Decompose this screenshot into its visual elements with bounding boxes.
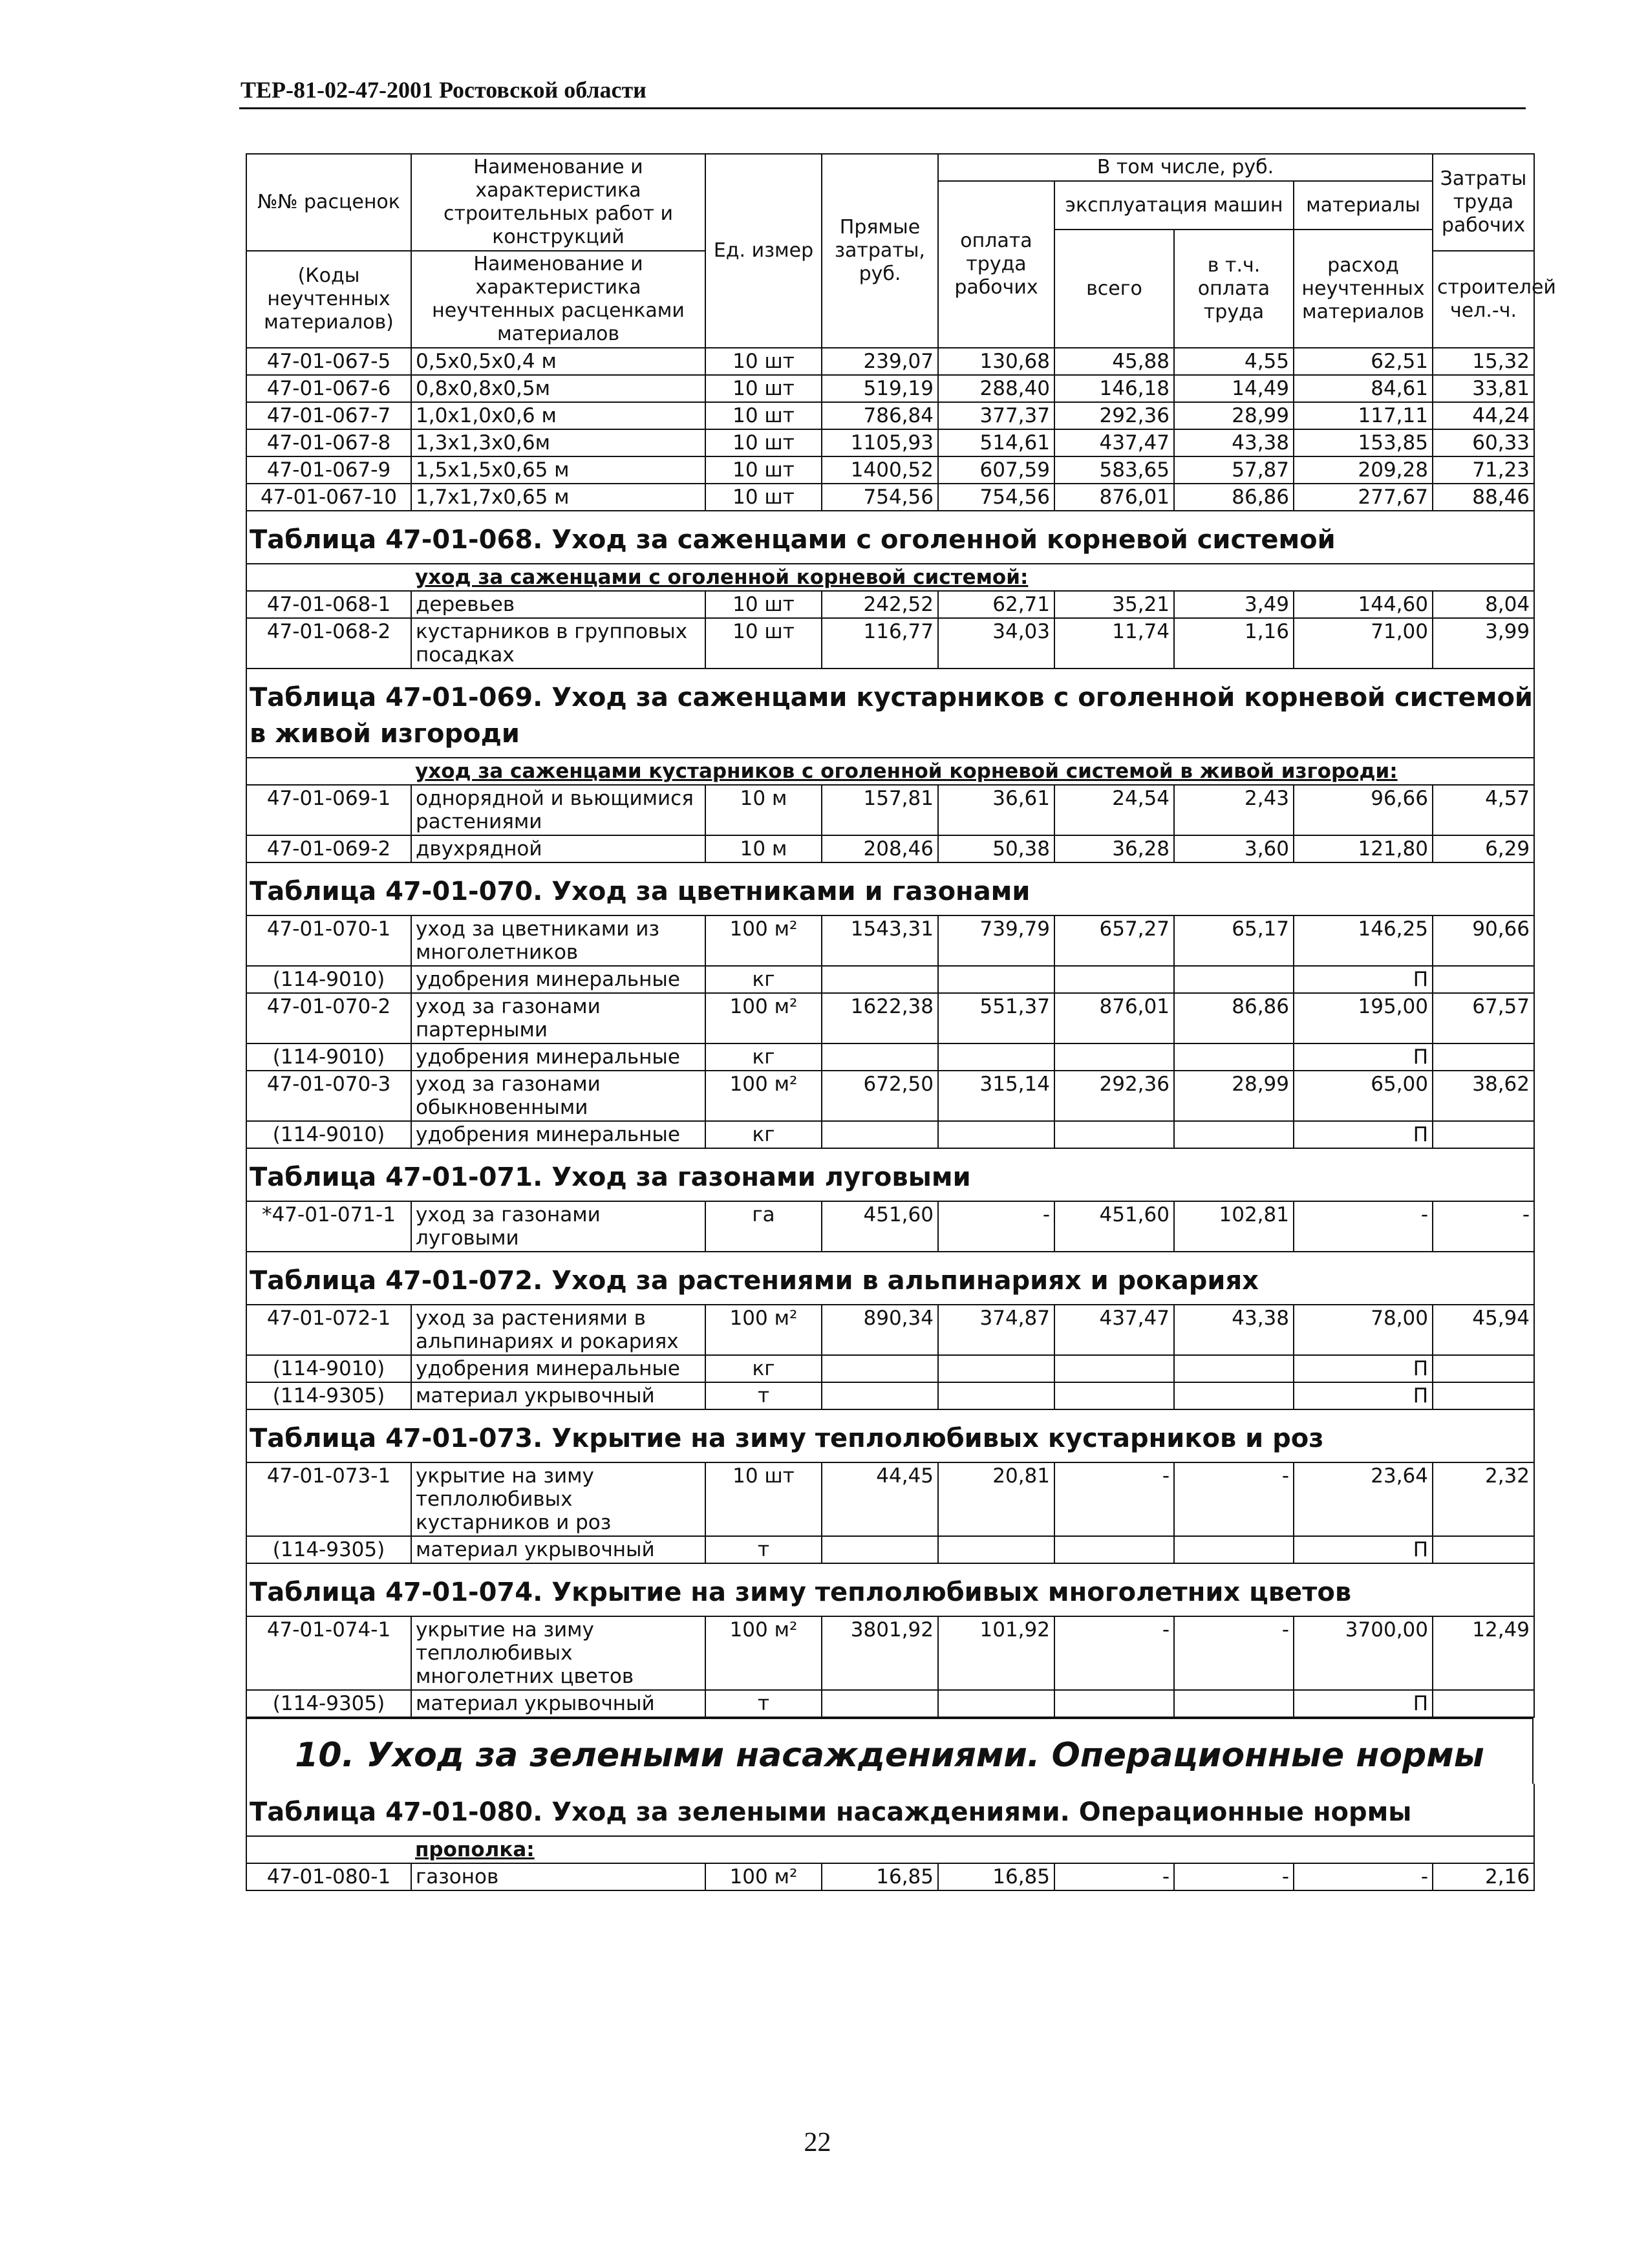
- cell-mat: 23,64: [1294, 1462, 1433, 1536]
- cell-name: удобрения минеральные: [411, 966, 705, 993]
- cell-mach-wage: -: [1174, 1462, 1294, 1536]
- cell-wage: [938, 1043, 1054, 1071]
- table-074: [246, 1616, 1535, 1718]
- cell-name: уход за газонами партерными: [411, 993, 705, 1043]
- cell-mach-wage: [1174, 1121, 1294, 1148]
- cell-mach-wage: [1174, 1043, 1294, 1071]
- cell-direct: 208,46: [822, 835, 938, 862]
- cell-name: уход за растениями в альпинариях и рокариях: [411, 1305, 705, 1355]
- col-wage: оплата труда рабочих: [938, 181, 1054, 348]
- cell-mach-wage: 28,99: [1174, 402, 1294, 429]
- cell-mach: 437,47: [1054, 429, 1174, 456]
- cell-name: 1,7х1,7х0,65 м: [411, 484, 705, 511]
- cell-labor: [1433, 966, 1534, 993]
- cell-mat: П: [1294, 1121, 1433, 1148]
- page-number: 22: [804, 2128, 831, 2157]
- cell-mach: -: [1054, 1863, 1174, 1890]
- cell-mach-wage: 86,86: [1174, 484, 1294, 511]
- cell-mach-wage: 2,43: [1174, 785, 1294, 835]
- cell-unit: га: [705, 1201, 822, 1252]
- cell-code: 47-01-067-8: [246, 429, 411, 456]
- cell-code: 47-01-070-3: [246, 1071, 411, 1121]
- cell-direct: 451,60: [822, 1201, 938, 1252]
- cell-direct: [822, 1382, 938, 1409]
- cell-labor: 45,94: [1433, 1305, 1534, 1355]
- cell-labor: 88,46: [1433, 484, 1534, 511]
- cell-name: укрытие на зиму теплолюбивых многолетних цветов: [411, 1616, 705, 1690]
- table-068: [246, 563, 1535, 669]
- col-incl: В том числе, руб.: [938, 154, 1433, 181]
- table-072: [246, 1304, 1535, 1410]
- cell-unit: 10 м: [705, 835, 822, 862]
- cell-wage: 130,68: [938, 348, 1054, 375]
- col-mach-total: всего: [1054, 230, 1174, 348]
- table-row: [246, 402, 1534, 429]
- cell-direct: 1622,38: [822, 993, 938, 1043]
- cell-mach: -: [1054, 1462, 1174, 1536]
- cell-wage: 607,59: [938, 456, 1054, 484]
- cell-labor: [1433, 1043, 1534, 1071]
- cell-mat: 146,25: [1294, 915, 1433, 966]
- cell-mach: [1054, 1382, 1174, 1409]
- table-080: [246, 1835, 1535, 1891]
- cell-labor: 60,33: [1433, 429, 1534, 456]
- cell-labor: 33,81: [1433, 375, 1534, 402]
- cell-mach-wage: [1174, 966, 1294, 993]
- document-title: ТЕР-81-02-47-2001 Ростовской области: [240, 77, 647, 103]
- cell-mat: П: [1294, 966, 1433, 993]
- cell-name: материал укрывочный: [411, 1690, 705, 1717]
- cell-unit: 10 шт: [705, 456, 822, 484]
- cell-wage: 315,14: [938, 1071, 1054, 1121]
- table-row: [246, 1863, 1534, 1890]
- cell-mach: -: [1054, 1616, 1174, 1690]
- table-row: [246, 785, 1534, 835]
- cell-code: *47-01-071-1: [246, 1201, 411, 1252]
- cell-labor: [1433, 1536, 1534, 1563]
- cell-name: 0,8х0,8х0,5м: [411, 375, 705, 402]
- cell-mat: 62,51: [1294, 348, 1433, 375]
- table-row: [246, 1355, 1534, 1382]
- col-unit: Ед. измер: [705, 154, 822, 348]
- cell-labor: 15,32: [1433, 348, 1534, 375]
- cell-name: уход за газонами луговыми: [411, 1201, 705, 1252]
- cell-mat: -: [1294, 1201, 1433, 1252]
- cell-unit: т: [705, 1382, 822, 1409]
- cell-mat: 277,67: [1294, 484, 1433, 511]
- cell-direct: 754,56: [822, 484, 938, 511]
- cell-name: материал укрывочный: [411, 1382, 705, 1409]
- table-row: [246, 1690, 1534, 1717]
- table-row: [246, 1201, 1534, 1252]
- table-row: [246, 915, 1534, 966]
- cell-unit: 10 шт: [705, 429, 822, 456]
- cell-direct: [822, 1043, 938, 1071]
- table-row: [246, 966, 1534, 993]
- cell-name: двухрядной: [411, 835, 705, 862]
- cell-mach-wage: 14,49: [1174, 375, 1294, 402]
- table-row: [246, 1536, 1534, 1563]
- table-070-title: Таблица 47-01-070. Уход за цветниками и газонами: [246, 863, 1535, 915]
- cell-name: удобрения минеральные: [411, 1121, 705, 1148]
- cell-mach: 45,88: [1054, 348, 1174, 375]
- table-row: [246, 1121, 1534, 1148]
- cell-unit: кг: [705, 1043, 822, 1071]
- cell-name: 0,5х0,5х0,4 м: [411, 348, 705, 375]
- cell-mat: 144,60: [1294, 591, 1433, 618]
- cell-direct: 786,84: [822, 402, 938, 429]
- col-materials: материалы: [1294, 181, 1433, 230]
- cell-direct: 1543,31: [822, 915, 938, 966]
- cell-code: 47-01-069-2: [246, 835, 411, 862]
- cell-mach-wage: 4,55: [1174, 348, 1294, 375]
- cell-mach: 583,65: [1054, 456, 1174, 484]
- col-code-top: №№ расценок: [246, 154, 411, 251]
- cell-mach: [1054, 1121, 1174, 1148]
- cell-mat: 84,61: [1294, 375, 1433, 402]
- cell-mach: 292,36: [1054, 402, 1174, 429]
- cell-mach-wage: [1174, 1355, 1294, 1382]
- cell-wage: 101,92: [938, 1616, 1054, 1690]
- cell-code: 47-01-069-1: [246, 785, 411, 835]
- cell-code: (114-9010): [246, 1355, 411, 1382]
- col-mat-unaccounted: расход неучтенных материалов: [1294, 230, 1433, 348]
- cell-mat: 121,80: [1294, 835, 1433, 862]
- cell-unit: 10 шт: [705, 484, 822, 511]
- table-row: [246, 456, 1534, 484]
- cell-mach: [1054, 1355, 1174, 1382]
- cell-wage: [938, 966, 1054, 993]
- table-row: [246, 618, 1534, 669]
- cell-direct: 16,85: [822, 1863, 938, 1890]
- cell-unit: 100 м²: [705, 1616, 822, 1690]
- cell-wage: 50,38: [938, 835, 1054, 862]
- cell-wage: 62,71: [938, 591, 1054, 618]
- cell-direct: 890,34: [822, 1305, 938, 1355]
- cell-wage: 551,37: [938, 993, 1054, 1043]
- cell-code: 47-01-067-10: [246, 484, 411, 511]
- cell-code: (114-9010): [246, 966, 411, 993]
- col-code-bottom: (Коды неучтенных материалов): [246, 251, 411, 348]
- cell-mach: [1054, 1536, 1174, 1563]
- cell-mach: 876,01: [1054, 993, 1174, 1043]
- cell-labor: 90,66: [1433, 915, 1534, 966]
- rates-table-header: [246, 153, 1556, 511]
- cell-direct: 242,52: [822, 591, 938, 618]
- table-069-title: Таблица 47-01-069. Уход за саженцами кустарников с оголенной корневой системой в живой изгороди: [246, 669, 1535, 757]
- cell-labor: [1433, 1690, 1534, 1717]
- cell-labor: 44,24: [1433, 402, 1534, 429]
- cell-mach-wage: 65,17: [1174, 915, 1294, 966]
- cell-direct: [822, 1121, 938, 1148]
- cell-labor: 4,57: [1433, 785, 1534, 835]
- cell-direct: 3801,92: [822, 1616, 938, 1690]
- cell-wage: 20,81: [938, 1462, 1054, 1536]
- table-row: [246, 348, 1534, 375]
- cell-mat: 117,11: [1294, 402, 1433, 429]
- cell-labor: 67,57: [1433, 993, 1534, 1043]
- cell-name: материал укрывочный: [411, 1536, 705, 1563]
- cell-unit: 10 шт: [705, 618, 822, 669]
- table-072-title: Таблица 47-01-072. Уход за растениями в альпинариях и рокариях: [246, 1252, 1535, 1304]
- cell-labor: -: [1433, 1201, 1534, 1252]
- cell-mach: 36,28: [1054, 835, 1174, 862]
- table-069-subheader: уход за саженцами кустарников с оголенной корневой системой в живой изгороди:: [415, 760, 1398, 783]
- cell-mach-wage: 43,38: [1174, 429, 1294, 456]
- cell-mach: 146,18: [1054, 375, 1174, 402]
- table-069: [246, 757, 1535, 863]
- cell-code: 47-01-068-1: [246, 591, 411, 618]
- col-labor-top: Затраты труда рабочих: [1433, 154, 1534, 251]
- col-mach-wage: в т.ч. оплата труда: [1174, 230, 1294, 348]
- cell-labor: 38,62: [1433, 1071, 1534, 1121]
- table-row: [246, 429, 1534, 456]
- table-row: [246, 1382, 1534, 1409]
- cell-direct: [822, 1690, 938, 1717]
- cell-direct: [822, 1536, 938, 1563]
- cell-mat: 3700,00: [1294, 1616, 1433, 1690]
- cell-mach: 876,01: [1054, 484, 1174, 511]
- cell-mach-wage: [1174, 1536, 1294, 1563]
- cell-unit: 100 м²: [705, 993, 822, 1043]
- cell-mat: П: [1294, 1043, 1433, 1071]
- cell-code: 47-01-074-1: [246, 1616, 411, 1690]
- cell-labor: 2,32: [1433, 1462, 1534, 1536]
- table-row: [246, 375, 1534, 402]
- table-080-subheader: прополка:: [415, 1838, 535, 1861]
- cell-code: 47-01-070-1: [246, 915, 411, 966]
- col-machines: эксплуатация машин: [1054, 181, 1294, 230]
- cell-mat: 209,28: [1294, 456, 1433, 484]
- cell-direct: [822, 966, 938, 993]
- table-row: [246, 484, 1534, 511]
- cell-mach: [1054, 966, 1174, 993]
- cell-direct: [822, 1355, 938, 1382]
- cell-wage: -: [938, 1201, 1054, 1252]
- cell-mat: -: [1294, 1863, 1433, 1890]
- cell-mach-wage: 3,60: [1174, 835, 1294, 862]
- cell-code: (114-9305): [246, 1382, 411, 1409]
- cell-mat: 65,00: [1294, 1071, 1433, 1121]
- cell-mach: 11,74: [1054, 618, 1174, 669]
- cell-wage: 514,61: [938, 429, 1054, 456]
- cell-mach: [1054, 1043, 1174, 1071]
- rates-document: [246, 153, 1556, 1891]
- table-074-title: Таблица 47-01-074. Укрытие на зиму теплолюбивых многолетних цветов: [246, 1564, 1535, 1616]
- cell-code: (114-9305): [246, 1690, 411, 1717]
- table-row: [246, 1043, 1534, 1071]
- cell-mach-wage: 1,16: [1174, 618, 1294, 669]
- cell-labor: 12,49: [1433, 1616, 1534, 1690]
- page-header: [239, 76, 1526, 109]
- cell-mach: 451,60: [1054, 1201, 1174, 1252]
- cell-unit: 10 шт: [705, 591, 822, 618]
- table-073-title: Таблица 47-01-073. Укрытие на зиму теплолюбивых кустарников и роз: [246, 1410, 1535, 1462]
- cell-name: газонов: [411, 1863, 705, 1890]
- table-068-title: Таблица 47-01-068. Уход за саженцами с оголенной корневой системой: [246, 511, 1535, 563]
- cell-direct: 672,50: [822, 1071, 938, 1121]
- table-row: [246, 1305, 1534, 1355]
- cell-name: удобрения минеральные: [411, 1043, 705, 1071]
- cell-name: укрытие на зиму теплолюбивых кустарников и роз: [411, 1462, 705, 1536]
- cell-unit: 10 шт: [705, 348, 822, 375]
- cell-unit: кг: [705, 1121, 822, 1148]
- cell-mach-wage: 57,87: [1174, 456, 1294, 484]
- table-068-subheader: уход за саженцами с оголенной корневой системой:: [415, 566, 1029, 589]
- cell-unit: т: [705, 1690, 822, 1717]
- chapter-10-title: 10. Уход за зелеными насаждениями. Операционные нормы: [246, 1718, 1533, 1784]
- cell-unit: кг: [705, 1355, 822, 1382]
- table-row: [246, 835, 1534, 862]
- cell-code: 47-01-067-5: [246, 348, 411, 375]
- cell-mat: П: [1294, 1536, 1433, 1563]
- cell-unit: 10 шт: [705, 375, 822, 402]
- cell-direct: 1105,93: [822, 429, 938, 456]
- cell-unit: 100 м²: [705, 1863, 822, 1890]
- cell-mach-wage: [1174, 1382, 1294, 1409]
- cell-name: 1,3х1,3х0,6м: [411, 429, 705, 456]
- cell-code: 47-01-067-6: [246, 375, 411, 402]
- cell-name: деревьев: [411, 591, 705, 618]
- cell-wage: [938, 1690, 1054, 1717]
- cell-code: (114-9010): [246, 1043, 411, 1071]
- cell-wage: [938, 1355, 1054, 1382]
- cell-labor: 6,29: [1433, 835, 1534, 862]
- cell-direct: 519,19: [822, 375, 938, 402]
- cell-mat: 195,00: [1294, 993, 1433, 1043]
- cell-mach-wage: -: [1174, 1863, 1294, 1890]
- cell-name: 1,5х1,5х0,65 м: [411, 456, 705, 484]
- cell-mat: П: [1294, 1382, 1433, 1409]
- cell-mach-wage: 28,99: [1174, 1071, 1294, 1121]
- table-070: [246, 915, 1535, 1149]
- cell-mach: 35,21: [1054, 591, 1174, 618]
- cell-unit: 100 м²: [705, 1071, 822, 1121]
- cell-code: 47-01-070-2: [246, 993, 411, 1043]
- table-row: [246, 993, 1534, 1043]
- cell-mach-wage: 102,81: [1174, 1201, 1294, 1252]
- table-080-title: Таблица 47-01-080. Уход за зелеными насаждениями. Операционные нормы: [246, 1784, 1535, 1835]
- cell-labor: 2,16: [1433, 1863, 1534, 1890]
- cell-direct: 157,81: [822, 785, 938, 835]
- cell-labor: 8,04: [1433, 591, 1534, 618]
- table-073: [246, 1462, 1535, 1564]
- cell-unit: 10 шт: [705, 1462, 822, 1536]
- cell-unit: 100 м²: [705, 1305, 822, 1355]
- cell-mat: П: [1294, 1355, 1433, 1382]
- cell-mat: П: [1294, 1690, 1433, 1717]
- table-row: [246, 1462, 1534, 1536]
- cell-direct: 116,77: [822, 618, 938, 669]
- cell-name: однорядной и вьющимися растениями: [411, 785, 705, 835]
- cell-unit: т: [705, 1536, 822, 1563]
- cell-mach: 292,36: [1054, 1071, 1174, 1121]
- cell-mach: 657,27: [1054, 915, 1174, 966]
- cell-mach-wage: -: [1174, 1616, 1294, 1690]
- cell-mach-wage: 3,49: [1174, 591, 1294, 618]
- table-067-body: [246, 348, 1534, 511]
- cell-wage: 16,85: [938, 1863, 1054, 1890]
- cell-unit: 10 шт: [705, 402, 822, 429]
- cell-name: кустарников в групповых посадках: [411, 618, 705, 669]
- cell-mach-wage: 86,86: [1174, 993, 1294, 1043]
- cell-labor: 3,99: [1433, 618, 1534, 669]
- col-name-top: Наименование и характеристика строительных работ и конструкций: [411, 154, 705, 251]
- cell-code: (114-9010): [246, 1121, 411, 1148]
- cell-unit: кг: [705, 966, 822, 993]
- table-row: [246, 1071, 1534, 1121]
- col-labor-bottom: строителей чел.-ч.: [1433, 251, 1534, 348]
- cell-labor: [1433, 1382, 1534, 1409]
- cell-mach: 437,47: [1054, 1305, 1174, 1355]
- col-name-bottom: Наименование и характеристика неучтенных расценками материалов: [411, 251, 705, 348]
- cell-wage: 36,61: [938, 785, 1054, 835]
- cell-code: 47-01-072-1: [246, 1305, 411, 1355]
- cell-mach: [1054, 1690, 1174, 1717]
- table-row: [246, 591, 1534, 618]
- cell-code: 47-01-080-1: [246, 1863, 411, 1890]
- cell-wage: [938, 1536, 1054, 1563]
- cell-direct: 44,45: [822, 1462, 938, 1536]
- cell-wage: 288,40: [938, 375, 1054, 402]
- cell-code: 47-01-067-7: [246, 402, 411, 429]
- cell-code: 47-01-067-9: [246, 456, 411, 484]
- cell-labor: [1433, 1121, 1534, 1148]
- cell-direct: 1400,52: [822, 456, 938, 484]
- cell-name: удобрения минеральные: [411, 1355, 705, 1382]
- cell-mat: 78,00: [1294, 1305, 1433, 1355]
- cell-name: уход за газонами обыкновенными: [411, 1071, 705, 1121]
- cell-wage: [938, 1121, 1054, 1148]
- cell-code: 47-01-073-1: [246, 1462, 411, 1536]
- cell-labor: 71,23: [1433, 456, 1534, 484]
- cell-name: уход за цветниками из многолетников: [411, 915, 705, 966]
- cell-name: 1,0х1,0х0,6 м: [411, 402, 705, 429]
- cell-code: 47-01-068-2: [246, 618, 411, 669]
- cell-mach-wage: [1174, 1690, 1294, 1717]
- cell-unit: 10 м: [705, 785, 822, 835]
- cell-code: (114-9305): [246, 1536, 411, 1563]
- cell-direct: 239,07: [822, 348, 938, 375]
- col-direct: Прямые затраты, руб.: [822, 154, 938, 348]
- cell-mat: 153,85: [1294, 429, 1433, 456]
- cell-wage: 374,87: [938, 1305, 1054, 1355]
- cell-labor: [1433, 1355, 1534, 1382]
- cell-wage: 34,03: [938, 618, 1054, 669]
- cell-wage: 754,56: [938, 484, 1054, 511]
- cell-unit: 100 м²: [705, 915, 822, 966]
- table-071: [246, 1201, 1535, 1252]
- cell-wage: 377,37: [938, 402, 1054, 429]
- cell-mach: 24,54: [1054, 785, 1174, 835]
- cell-wage: [938, 1382, 1054, 1409]
- cell-mach-wage: 43,38: [1174, 1305, 1294, 1355]
- table-071-title: Таблица 47-01-071. Уход за газонами луговыми: [246, 1149, 1535, 1201]
- cell-mat: 71,00: [1294, 618, 1433, 669]
- cell-mat: 96,66: [1294, 785, 1433, 835]
- table-row: [246, 1616, 1534, 1690]
- cell-wage: 739,79: [938, 915, 1054, 966]
